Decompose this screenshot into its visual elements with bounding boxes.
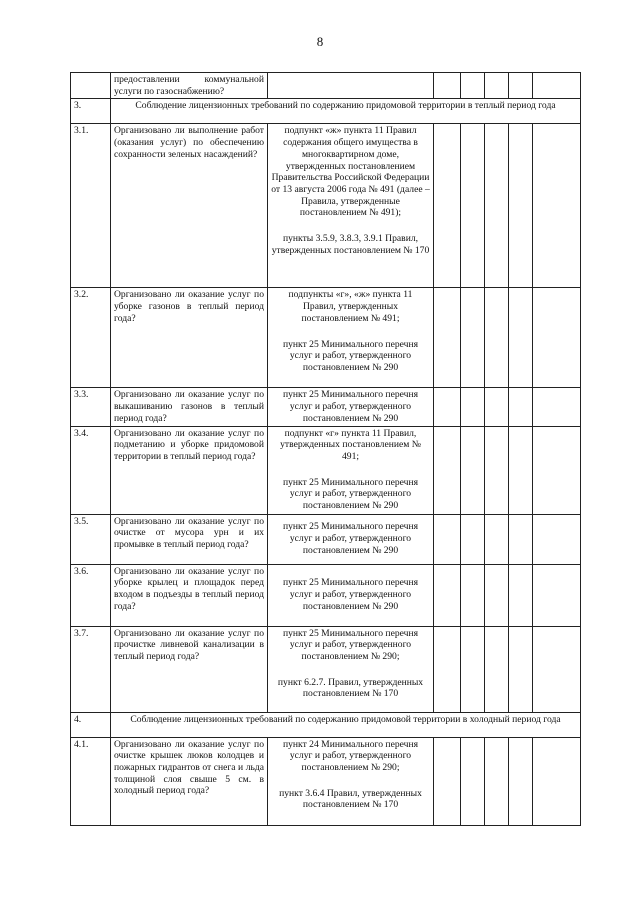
legal-reference-cell — [268, 388, 434, 426]
table-row — [71, 626, 581, 712]
note-cell[interactable] — [533, 626, 581, 712]
section-row — [71, 712, 581, 737]
legal-reference-cell — [268, 288, 434, 388]
answer-na-cell[interactable] — [485, 626, 509, 712]
note-cell[interactable] — [533, 564, 581, 626]
requirement-question: Организовано ли оказание услуг по очистке от мусора урн и их промывке в теплый период года? — [111, 514, 268, 564]
answer-na-cell[interactable] — [485, 288, 509, 388]
answer-extra-cell[interactable] — [509, 73, 533, 99]
answer-no-cell[interactable] — [461, 73, 485, 99]
checklist-table — [70, 72, 581, 826]
legal-reference-cell — [268, 564, 434, 626]
answer-no-cell[interactable] — [461, 564, 485, 626]
row-number: 3.1. — [71, 124, 111, 288]
answer-na-cell[interactable] — [485, 73, 509, 99]
section-title: Соблюдение лицензионных требований по содержанию придомовой территории в теплый период года — [111, 99, 581, 124]
legal-reference-cell — [268, 626, 434, 712]
legal-reference: подпункты «г», «ж» пункта 11 Правил, утвержденных постановлением № 491; — [288, 289, 413, 324]
row-number: 3.7. — [71, 626, 111, 712]
answer-yes-cell[interactable] — [434, 288, 461, 388]
requirement-question: Организовано ли оказание услуг по выкашиванию газонов в теплый период года? — [111, 388, 268, 426]
legal-reference: пункт 25 Минимального перечня услуг и работ, утвержденного постановлением № 290 — [282, 389, 419, 424]
legal-reference: подпункт «г» пункта 11 Правил, утвержденных постановлением № 491; — [280, 427, 421, 462]
section-title: Соблюдение лицензионных требований по содержанию придомовой территории в холодный период года — [111, 712, 581, 737]
legal-reference-cell — [268, 514, 434, 564]
row-number: 3. — [71, 99, 111, 124]
requirement-question: Организовано ли оказание услуг по подметанию и уборке придомовой территории в теплый период года? — [111, 426, 268, 514]
table-row — [71, 564, 581, 626]
legal-reference: пункт 24 Минимального перечня услуг и работ, утвержденного постановлением № 290; — [282, 738, 419, 773]
answer-extra-cell[interactable] — [509, 426, 533, 514]
answer-na-cell[interactable] — [485, 388, 509, 426]
answer-na-cell[interactable] — [485, 426, 509, 514]
note-cell[interactable] — [533, 514, 581, 564]
table-row — [71, 388, 581, 426]
answer-no-cell[interactable] — [461, 514, 485, 564]
row-number: 3.3. — [71, 388, 111, 426]
answer-no-cell[interactable] — [461, 124, 485, 288]
legal-reference-cell — [268, 426, 434, 514]
answer-yes-cell[interactable] — [434, 73, 461, 99]
answer-extra-cell[interactable] — [509, 388, 533, 426]
legal-reference: пункт 25 Минимального перечня услуг и работ, утвержденного постановлением № 290 — [282, 521, 419, 556]
answer-yes-cell[interactable] — [434, 124, 461, 288]
note-cell[interactable] — [533, 388, 581, 426]
answer-yes-cell[interactable] — [434, 426, 461, 514]
table-row — [71, 73, 581, 99]
page-number: 8 — [316, 34, 324, 49]
answer-no-cell[interactable] — [461, 388, 485, 426]
table-row — [71, 124, 581, 288]
answer-na-cell[interactable] — [485, 514, 509, 564]
answer-no-cell[interactable] — [461, 426, 485, 514]
answer-na-cell[interactable] — [485, 737, 509, 825]
note-cell[interactable] — [533, 73, 581, 99]
row-number: 3.2. — [71, 288, 111, 388]
legal-reference: пункт 6.2.7. Правил, утвержденных постановлением № 170 — [277, 676, 424, 700]
answer-na-cell[interactable] — [485, 564, 509, 626]
legal-reference: пункты 3.5.9, 3.8.3, 3.9.1 Правил, утвержденных постановлением № 170 — [271, 233, 430, 256]
answer-no-cell[interactable] — [461, 626, 485, 712]
answer-yes-cell[interactable] — [434, 388, 461, 426]
legal-reference: подпункт «ж» пункта 11 Правил содержания общего имущества в многоквартирном доме, утвержденных постановлением Правительства Российской Федерации от 13 августа 2006 года № 491 (далее – Правила, утвержденные постановлением № 491); — [271, 125, 430, 219]
table-row — [71, 737, 581, 825]
answer-extra-cell[interactable] — [509, 626, 533, 712]
answer-yes-cell[interactable] — [434, 626, 461, 712]
table-row — [71, 426, 581, 514]
table-row — [71, 514, 581, 564]
answer-extra-cell[interactable] — [509, 288, 533, 388]
answer-extra-cell[interactable] — [509, 514, 533, 564]
requirement-question: Организовано ли оказание услуг по прочистке ливневой канализации в теплый период года? — [111, 626, 268, 712]
answer-extra-cell[interactable] — [509, 737, 533, 825]
note-cell[interactable] — [533, 426, 581, 514]
note-cell[interactable] — [533, 288, 581, 388]
answer-extra-cell[interactable] — [509, 124, 533, 288]
table-row — [71, 288, 581, 388]
row-number: 3.6. — [71, 564, 111, 626]
legal-reference: пункт 25 Минимального перечня услуг и работ, утвержденного постановлением № 290 — [282, 476, 419, 512]
legal-reference: пункт 25 Минимального перечня услуг и работ, утвержденного постановлением № 290 — [282, 577, 419, 612]
answer-no-cell[interactable] — [461, 737, 485, 825]
note-cell[interactable] — [533, 124, 581, 288]
legal-reference-cell — [268, 73, 434, 99]
row-number: 4.1. — [71, 737, 111, 825]
answer-extra-cell[interactable] — [509, 564, 533, 626]
answer-no-cell[interactable] — [461, 288, 485, 388]
legal-reference: пункт 25 Минимального перечня услуг и работ, утвержденного постановлением № 290; — [282, 627, 419, 662]
answer-na-cell[interactable] — [485, 124, 509, 288]
answer-yes-cell[interactable] — [434, 514, 461, 564]
requirement-question: Организовано ли оказание услуг по очистке крышек люков колодцев и пожарных гидрантов от снега и льда толщиной слоя свыше 5 см. в холодный период года? — [111, 737, 268, 825]
row-number — [71, 73, 111, 99]
section-row — [71, 99, 581, 124]
requirement-question: предоставлении коммунальной услуги по газоснабжению? — [111, 73, 268, 99]
requirement-question: Организовано ли оказание услуг по уборке газонов в теплый период года? — [111, 288, 268, 388]
note-cell[interactable] — [533, 737, 581, 825]
row-number: 3.5. — [71, 514, 111, 564]
answer-yes-cell[interactable] — [434, 737, 461, 825]
legal-reference: пункт 25 Минимального перечня услуг и работ, утвержденного постановлением № 290 — [282, 338, 419, 373]
answer-yes-cell[interactable] — [434, 564, 461, 626]
legal-reference-cell — [268, 124, 434, 288]
legal-reference-cell — [268, 737, 434, 825]
row-number: 3.4. — [71, 426, 111, 514]
row-number: 4. — [71, 712, 111, 737]
legal-reference: пункт 3.6.4 Правил, утвержденных постановлением № 170 — [279, 787, 422, 811]
requirement-question: Организовано ли оказание услуг по уборке крылец и площадок перед входом в подъезды в теплый период года? — [111, 564, 268, 626]
requirement-question: Организовано ли выполнение работ (оказания услуг) по обеспечению сохранности зеленых насаждений? — [111, 124, 268, 288]
